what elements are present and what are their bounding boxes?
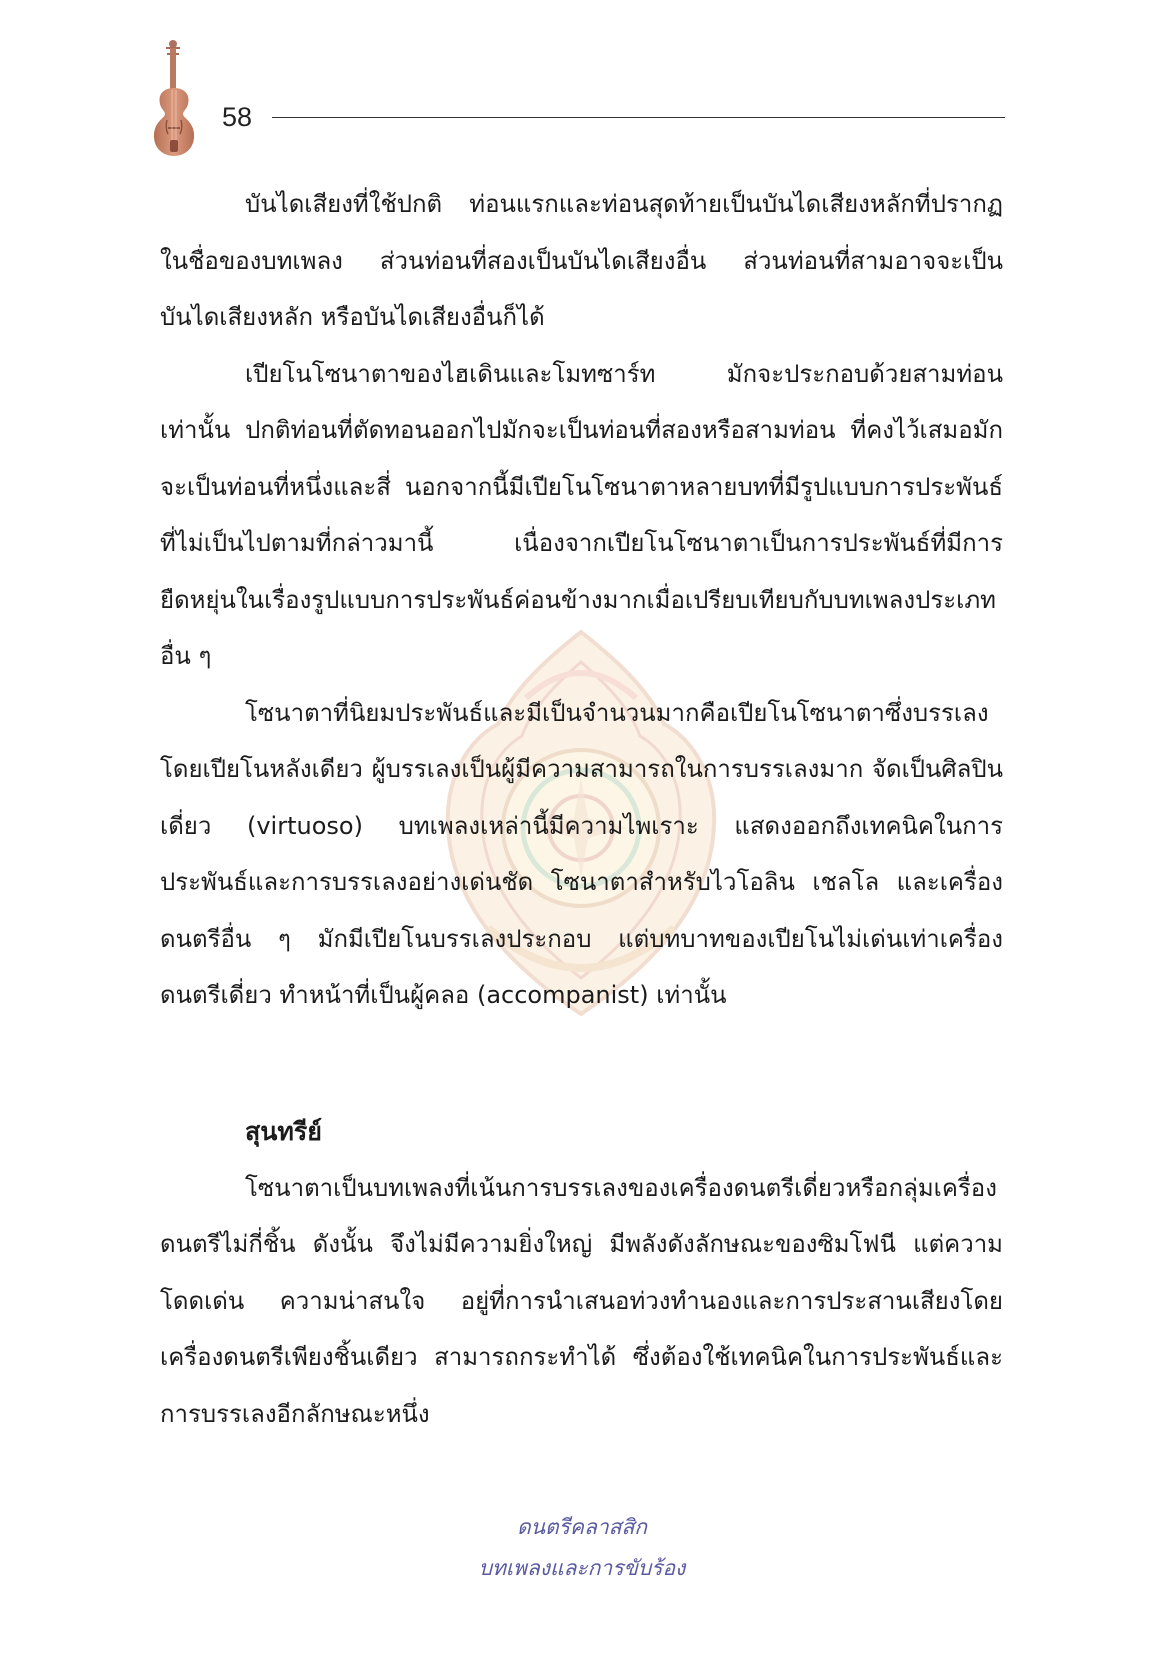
footer-book-subtitle: บทเพลงและการขับร้อง bbox=[478, 1556, 686, 1580]
page-number: 58 bbox=[222, 102, 253, 132]
footer-book-title: ดนตรีคลาสสิก bbox=[517, 1515, 647, 1539]
violin-icon bbox=[148, 36, 200, 160]
section-paragraph: โซนาตาเป็นบทเพลงที่เน้นการบรรเลงของเครื่องดนตรีเดี่ยวหรือกลุ่มเครื่องดนตรีไม่กี่ชิ้น ดังนั้น จึงไม่มีความยิ่งใหญ่ มีพลังดังลักษณะของซิมโฟนี แต่ความโดดเด่น ความน่าสนใจ อยู่ที่การนำเสนอท่วงทำนองและการประสานเสียงโดยเครื่องดนตรีเพียงชิ้นเดียว สามารถกระทำได้ ซึ่งต้องใช้เทคนิคในการประพันธ์และการบรรเลงอีกลักษณะหนึ่ง bbox=[160, 1173, 1003, 1428]
section-heading: สุนทรีย์ bbox=[245, 1116, 322, 1146]
paragraph-2: เปียโนโซนาตาของไฮเดินและโมทซาร์ท มักจะประกอบด้วยสามท่อนเท่านั้น ปกติท่อนที่ตัดทอนออกไปมักจะเป็นท่อนที่สองหรือสามท่อน ที่คงไว้เสมอมักจะเป็นท่อนที่หนึ่งและสี่ นอกจากนี้มีเปียโนโซนาตาหลายบทที่มีรูปแบบการประพันธ์ที่ไม่เป็นไปตามที่กล่าวมานี้ เนื่องจากเปียโนโซนาตาเป็นการประพันธ์ที่มีการยืดหยุ่นในเรื่องรูปแบบการประพันธ์ค่อนข้างมากเมื่อเปรียบเทียบกับบทเพลงประเภทอื่น ๆ bbox=[160, 359, 1003, 670]
header-rule bbox=[272, 117, 1005, 118]
paragraph-1: บันไดเสียงที่ใช้ปกติ ท่อนแรกและท่อนสุดท้ายเป็นบันไดเสียงหลักที่ปรากฏในชื่อของบทเพลง ส่วนท่อนที่สองเป็นบันไดเสียงอื่น ส่วนท่อนที่สามอาจจะเป็นบันไดเสียงหลัก หรือบันไดเสียงอื่นก็ได้ bbox=[160, 190, 1003, 331]
body-text bbox=[160, 176, 1003, 1442]
paragraph-3: โซนาตาที่นิยมประพันธ์และมีเป็นจำนวนมากคือเปียโนโซนาตาซึ่งบรรเลงโดยเปียโนหลังเดียว ผู้บรรเลงเป็นผู้มีความสามารถในการบรรเลงมาก จัดเป็นศิลปินเดี่ยว (virtuoso) บทเพลงเหล่านี้มีความไพเราะ แสดงออกถึงเทคนิคในการประพันธ์และการบรรเลงอย่างเด่นชัด โซนาตาสำหรับไวโอลิน เชลโล และเครื่องดนตรีอื่น ๆ มักมีเปียโนบรรเลงประกอบ แต่บทบาทของเปียโนไม่เด่นเท่าเครื่องดนตรีเดี่ยว ทำหน้าที่เป็นผู้คลอ (accompanist) เท่านั้น bbox=[160, 698, 1003, 1009]
